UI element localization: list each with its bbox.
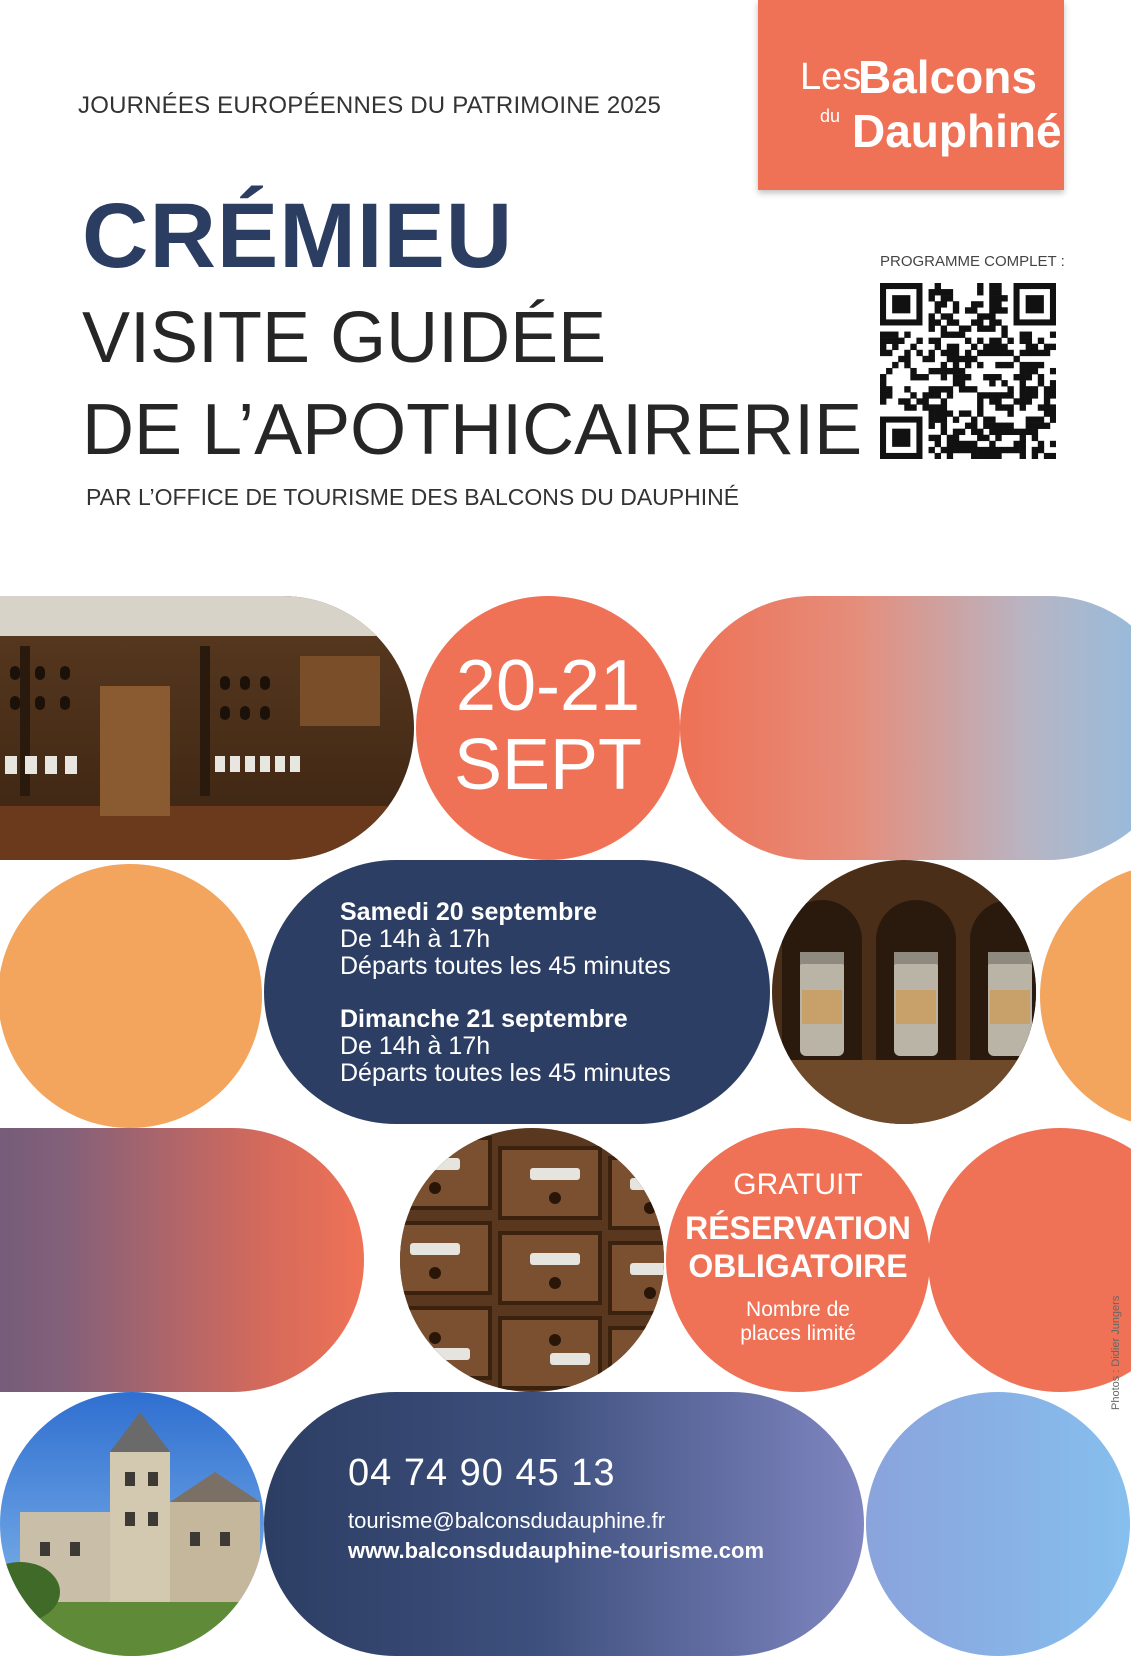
photo-credit: Photos : Didier Jungers [1110, 1295, 1122, 1410]
day1-departures: Départs toutes les 45 minutes [340, 952, 671, 980]
event-line: JOURNÉES EUROPÉENNES DU PATRIMOINE 2025 [78, 92, 662, 119]
dates-circle [416, 596, 680, 860]
organizer-line: PAR L’OFFICE DE TOURISME DES BALCONS DU DAUPHINÉ [86, 484, 740, 510]
day1-hours: De 14h à 17h [340, 925, 491, 953]
brand-du: du [820, 106, 841, 126]
free-label: GRATUIT [733, 1168, 863, 1201]
day2-departures: Départs toutes les 45 minutes [340, 1059, 671, 1087]
title-line-1: VISITE GUIDÉE [82, 298, 607, 378]
jars-photo [772, 860, 1036, 1124]
castle-photo [0, 1392, 264, 1656]
decorative-coral-circle-right [928, 1128, 1131, 1392]
decorative-gradient-pill [680, 596, 1131, 860]
date-days: 20-21 [455, 646, 641, 726]
title-line-2: DE L’APOTHICAIRERIE [82, 390, 863, 470]
reservation-line-1: RÉSERVATION [685, 1210, 911, 1246]
limited-places-line-2: places limité [740, 1322, 856, 1345]
phone-number[interactable]: 04 74 90 45 13 [348, 1452, 616, 1494]
qr-code[interactable] [880, 283, 1056, 459]
schedule-pill [264, 860, 770, 1124]
day2-hours: De 14h à 17h [340, 1032, 491, 1060]
decorative-gradient-pill-left [0, 1128, 364, 1392]
qr-label: PROGRAMME COMPLET : [880, 253, 1065, 270]
contact-pill [264, 1392, 864, 1656]
apothecary-room-photo [0, 596, 414, 860]
limited-places-line-1: Nombre de [746, 1298, 850, 1321]
reservation-line-2: OBLIGATOIRE [688, 1248, 908, 1284]
date-month: SEPT [453, 725, 643, 805]
day1-title: Samedi 20 septembre [340, 898, 598, 926]
decorative-orange-circle-right [1040, 864, 1131, 1128]
brand-les: Les [800, 56, 862, 98]
day2-title: Dimanche 21 septembre [340, 1005, 628, 1033]
email-link[interactable]: tourisme@balconsdudauphine.fr [348, 1508, 666, 1533]
booking-circle [666, 1128, 930, 1392]
qr-code-graphic [880, 283, 1056, 459]
website-link[interactable]: www.balconsdudauphine-tourisme.com [348, 1538, 765, 1563]
decorative-orange-circle-left [0, 864, 262, 1128]
drawers-photo [400, 1128, 664, 1392]
decorative-blue-circle [866, 1392, 1130, 1656]
brand-balcons: Balcons [858, 51, 1037, 103]
town-title: CRÉMIEU [82, 185, 514, 287]
brand-logo [758, 0, 1064, 190]
brand-dauphine: Dauphiné [852, 105, 1062, 157]
